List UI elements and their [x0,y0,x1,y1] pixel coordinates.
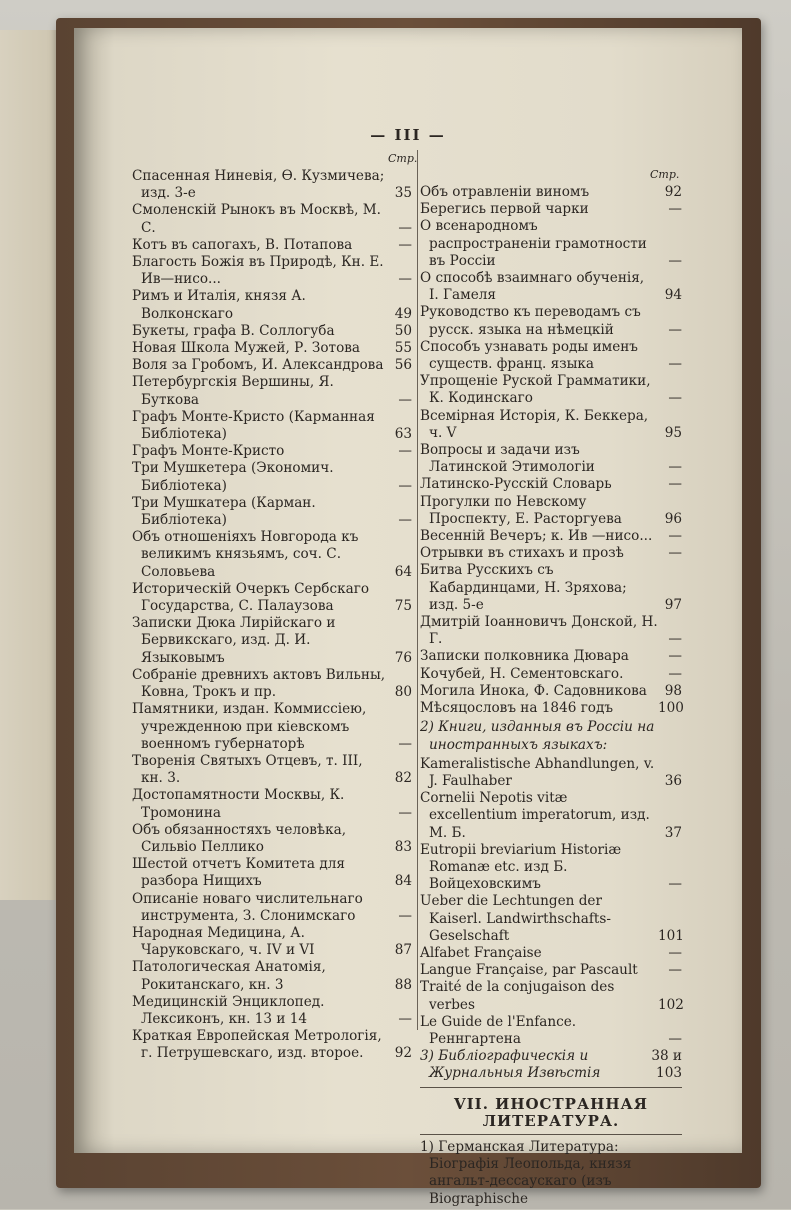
toc-entry [132,237,412,254]
toc-entry [132,357,412,374]
toc-entry [420,790,682,842]
toc-entry-page: — [668,390,682,407]
right-column [420,184,682,1210]
toc-entry-title: Историческій Очеркъ Сербскаго Государства, С. Палаузова [132,580,370,615]
toc-entry [420,184,682,201]
toc-entry-title: Собраніе древнихъ актовъ Вильны, Ковна, Трокъ и пр. [132,666,386,701]
toc-entry-title: Отрывки въ стихахъ и прозѣ [420,545,624,562]
toc-entry-title: Всемірная Исторія, К. Беккера, ч. V [420,407,649,441]
toc-entry [420,683,682,700]
biblio-entry [420,1048,682,1082]
toc-entry-page: — [398,271,412,288]
toc-entry-title: Прогулки по Невскому Проспекту, Е. Расторгуева [420,493,622,527]
left-column [132,168,412,1063]
toc-entry [132,701,412,753]
right-entries [420,184,682,717]
column-divider [417,150,418,1030]
toc-entry [420,304,682,338]
toc-entry-page: 96 [664,510,682,527]
toc-entry [420,614,682,648]
toc-entry-page: — [668,356,682,373]
toc-entry-title: Смоленскій Рынокъ въ Москвѣ, М. С. [132,202,381,236]
toc-entry-title: Alfabet Française [420,944,542,961]
toc-entry-page: — [398,391,412,408]
toc-entry-title: Памятники, издан. Коммиссіею, учрежденною при кіевскомъ военномъ губернаторѣ [132,701,367,752]
toc-entry-title: Шестой отчетъ Комитета для разбора Нищихъ [132,856,345,890]
toc-entry [420,666,682,683]
foreign-books-heading: 2) Книги, изданныя въ Россіи на иностранныхъ языкахъ: [420,719,655,753]
page-header: — III — [370,126,446,144]
toc-entry-page: — [398,512,412,529]
toc-entry-page: 35 [394,185,412,202]
toc-entry-page: 56 [394,357,412,374]
toc-entry-page: — [668,876,682,893]
toc-entry-page: — [668,545,682,562]
toc-entry-page: — [668,252,682,269]
toc-entry-page: 76 [394,649,412,666]
toc-entry-page: 95 [664,424,682,441]
toc-entry [132,288,412,322]
toc-entry-title: Графъ Монте-Кристо (Карманная Библіотека) [132,408,375,443]
toc-entry-page: 75 [394,598,412,615]
toc-entry-title: Описаніе новаго числительнаго инструмента, З. Слонимскаго [132,890,363,924]
toc-entry [420,979,682,1013]
toc-entry-page: 84 [394,873,412,890]
toc-entry-page: — [668,631,682,648]
toc-entry [420,842,682,894]
toc-entry-title: Букеты, графа В. Соллогуба [132,322,335,339]
toc-entry-title: Петербургскія Вершины, Я. Буткова [132,374,334,408]
toc-entry-title: Дмитрій Іоанновичъ Донской, Н. Г. [420,614,658,648]
toc-entry [132,374,412,408]
toc-entry-title: Объ отношеніяхъ Новгорода къ великимъ князьямъ, соч. С. Соловьева [132,529,359,580]
toc-entry [420,756,682,790]
toc-entry-page: 55 [394,340,412,357]
toc-entry [132,753,412,787]
toc-entry-page: 92 [394,1045,412,1062]
toc-entry [132,891,412,925]
toc-entry [132,495,412,529]
section-rule-2 [420,1134,682,1135]
toc-entry-title: Берегись первой чарки [420,201,589,218]
biblio-title: 3) Библіографическія и Журнальныя Извѣстія [420,1048,601,1082]
toc-entry-title: Три Мушкетера (Экономич. Библіотека) [132,460,334,494]
toc-entry-title: Могила Инока, Ф. Садовникова [420,682,647,699]
toc-entry-page: 83 [394,838,412,855]
toc-entry [420,528,682,545]
toc-entry-title: Котъ въ сапогахъ, В. Потапова [132,236,353,253]
toc-entry-title: О способѣ взаимнаго обученія, I. Гамеля [420,270,645,304]
toc-entry-page: — [398,477,412,494]
toc-entry-title: О всенародномъ распространеніи грамотности въ Россіи [420,218,647,269]
toc-entry [132,856,412,890]
toc-entry-page: — [398,219,412,236]
toc-entry [420,476,682,493]
toc-entry [132,1028,412,1062]
toc-entry-title: Медицинскій Энциклопед. Лексиконъ, кн. 13 и 14 [132,993,325,1027]
toc-entry-title: Kameralistische Abhandlungen, v. J. Faulhaber [420,755,655,789]
toc-entry-title: Записки Дюка Лирійскаго и Бервикскаго, изд. Д. И. Языковымъ [132,615,336,666]
section-title: VII. ИНОСТРАННАЯ ЛИТЕРАТУРА. [454,1094,648,1130]
toc-entry-title: Объ обязанностяхъ человѣка, Сильвіо Пеллико [132,821,347,855]
toc-entry-title: Ueber die Lechtungen der Kaiserl. Landwirthschafts-Geselschaft [420,893,611,944]
toc-entry [132,787,412,821]
toc-entry-page: — [668,459,682,476]
toc-entry-page: — [668,665,682,682]
toc-entry-page: — [398,236,412,253]
foreign-entries [420,756,682,1048]
toc-entry-page: — [398,735,412,752]
toc-entry [132,925,412,959]
toc-entry [420,562,682,614]
toc-entry-page: 92 [664,184,682,200]
toc-entry [420,201,682,218]
toc-entry-title: Руководство къ переводамъ съ русск. языка на нѣмецкій [420,304,641,338]
toc-entry [132,994,412,1028]
toc-entry-title: Достопамятности Москвы, К. Тромонина [132,787,345,821]
toc-entry-title: Способъ узнавать роды именъ существ. франц. языка [420,338,638,373]
toc-entry-page: 50 [394,322,412,339]
toc-entry-page: 94 [664,287,682,304]
toc-entry-page: 64 [394,563,412,580]
toc-entry-title: Мѣсяцословъ на 1846 годъ [420,700,614,717]
toc-entry-title: Eutropii breviarium Historiæ Romanæ etc. изд Б. Войцеховскимъ [420,841,622,893]
toc-entry [420,373,682,407]
toc-entry [132,460,412,494]
toc-entry [420,270,682,304]
toc-entry-page: — [668,648,682,665]
toc-entry [132,340,412,357]
toc-entry [420,962,682,979]
toc-entry [420,218,682,270]
toc-entry [132,202,412,236]
toc-entry-title: Cornelii Nepotis vitæ excellentium imperatorum, изд. М. Б. [420,790,650,841]
toc-entry-page: 101 [658,927,684,944]
toc-entry-page: 37 [664,824,682,841]
toc-entry-title: Новая Школа Мужей, Р. Зотова [132,340,361,357]
toc-entry-title: Весенній Вечеръ; к. Ив —нисо... [420,528,653,545]
toc-entry-page: 97 [664,596,682,613]
toc-entry-title: Langue Française, par Pascault [420,962,638,979]
toc-entry-title: Благость Божія въ Природѣ, Кн. Е. Ив—нисо... [132,254,384,288]
toc-entry-title: Упрощеніе Руской Грамматики, К. Кодинскаго [420,373,651,407]
toc-entry-page: 88 [394,976,412,993]
toc-entry-title: Битва Русскихъ съ Кабардинцами, Н. Зряхова; изд. 5-е [420,562,627,613]
toc-entry [420,494,682,528]
toc-entry-page: 80 [394,684,412,701]
toc-entry [132,615,412,667]
toc-entry-page: 100 [658,700,684,717]
toc-entry-title: Творенія Святыхъ Отцевъ, т. III, кн. 3. [132,752,363,787]
toc-entry-page: — [398,804,412,821]
toc-entry-page: — [668,528,682,545]
toc-entry [132,529,412,581]
toc-entry [420,545,682,562]
toc-entry-title: Вопросы и задачи изъ Латинской Этимологіи [420,442,595,476]
toc-entry-title: Le Guide de l'Enfance. Реннгартена [420,1013,577,1047]
section-rule [420,1087,682,1088]
toc-entry [420,945,682,962]
left-page-column-label: Стр. [388,152,418,165]
toc-entry-page: — [398,443,412,460]
toc-entry [132,443,412,460]
toc-entry [132,409,412,443]
toc-entry-title: Traité de la conjugaison des verbes [420,979,615,1013]
toc-entry [132,667,412,701]
toc-entry-title: Графъ Монте-Кристо [132,443,285,460]
toc-entry-page: — [668,944,682,961]
toc-entry [132,581,412,615]
toc-entry-page: 36 [664,772,682,789]
toc-entry-page: — [398,907,412,924]
toc-entry-page: 87 [394,942,412,959]
toc-entry [420,408,682,442]
toc-entry [132,959,412,993]
toc-entry-title: Кочубей, Н. Сементовскаго. [420,665,624,682]
toc-entry-page: 102 [658,996,684,1013]
right-page-column-label: Стр. [650,168,680,181]
toc-entry-page: 82 [394,770,412,787]
toc-entry [420,700,682,717]
toc-entry-page: — [398,1010,412,1027]
toc-entry [132,822,412,856]
toc-entry-page: — [668,962,682,979]
toc-entry-page: 98 [664,682,682,699]
toc-entry-page: 63 [394,426,412,443]
toc-entry-title: Воля за Гробомъ, И. Александрова [132,357,384,374]
toc-entry-title: Объ отравленіи виномъ [420,184,590,200]
toc-entry-page: — [668,1030,682,1047]
section-intro: 1) Германская Литература: Біографія Леопольда, князя ангальт-дессаускаго (изъ Biographische [420,1138,632,1207]
toc-entry [420,339,682,373]
toc-entry-title: Римъ и Италія, князя А. Волконскаго [132,288,306,322]
toc-entry-page: 49 [394,305,412,322]
toc-entry-title: Патологическая Анатомія, Рокитанскаго, кн. 3 [132,959,326,993]
toc-entry-title: Краткая Европейская Метрологія, г. Петрушевскаго, изд. второе. [132,1028,382,1062]
toc-entry [420,893,682,945]
toc-entry [132,168,412,202]
toc-entry [420,1014,682,1048]
toc-entry-title: Три Мушкатера (Карман. Библіотека) [132,494,316,529]
biblio-page: 38 и 103 [651,1048,682,1082]
toc-entry [132,323,412,340]
toc-entry-page: — [668,321,682,338]
toc-entry [132,254,412,288]
toc-entry [420,442,682,476]
toc-entry-title: Латинско-Русскій Словарь [420,476,612,493]
toc-entry-page: — [668,476,682,493]
toc-entry-title: Спасенная Ниневія, Ѳ. Кузмичева; изд. 3-е [132,168,385,202]
toc-entry-title: Записки полковника Дювара [420,648,629,665]
toc-entry-title: Народная Медицина, А. Чаруковскаго, ч. IV и VI [132,924,315,959]
toc-entry [420,648,682,665]
toc-entry-page: — [668,201,682,218]
